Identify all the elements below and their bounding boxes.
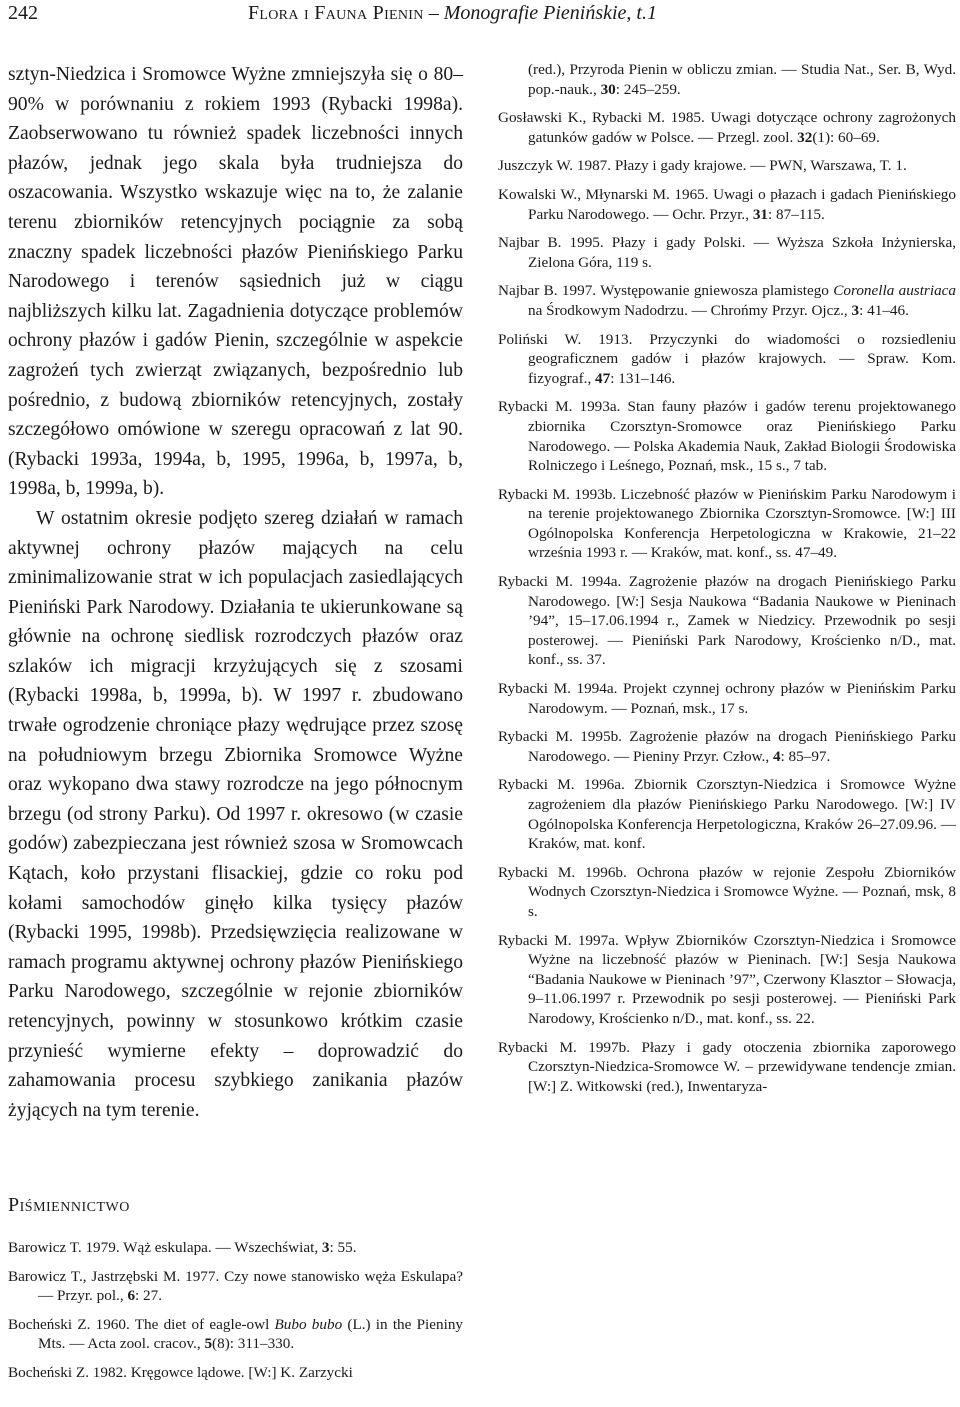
reference-entry: Bocheński Z. 1960. The diet of eagle-owl Bubo bubo (L.) in the Pieniny Mts. — Acta zool. cracov., 5(8): 311–330. (8, 1315, 464, 1353)
journal-title: Flora i Fauna Pienin (248, 2, 424, 24)
body-paragraph: W ostatnim okresie podjęto szereg działań w ramach aktywnej ochrony płazów mających na celu zminimalizowanie strat w ich populacjach zasiedlających Pieniński Park Narodowy. Działania te ukierunkowane są głównie na ochronę siedlisk rozrodczych płazów oraz szlaków ich migracji krzyżujących się z szosami (Rybacki 1998a, b, 1999a, b). W 1997 r. zbudowano trwałe ogrodzenie chroniące płazy wędrujące przez szosę na południowym brzegu Zbiornika Sromowce Wyżne oraz wykopano dwa stawy rozrodcze na jego północnym brzegu (od strony Parku). Od 1997 r. okresowo (w czasie godów) zabezpieczana jest również szosa w Sromowcach Kątach, koło przystani flisackiej, gdzie co roku pod kołami samochodów ginęło kilka tysięcy płazów (Rybacki 1995, 1998b). Przedsięwzięcia realizowane w ramach programu aktywnej ochrony płazów Pienińskiego Parku Narodowego, szczególnie w rejonie zbiorników retencyjnych, powinny w stosunkowo krótkim czasie przynieść wymierne efekty – doprowadzić do zahamowania procesu szybkiego zanikania płazów żyjących na tym terenie. (8, 507, 463, 1121)
reference-entry: Kowalski W., Młynarski M. 1965. Uwagi o płazach i gadach Pienińskiego Parku Narodowego. — Ochr. Przyr., 31: 87–115. (498, 185, 956, 223)
page-number: 242 (8, 2, 38, 24)
reference-entry: Rybacki M. 1997b. Płazy i gady otoczenia zbiornika zaporowego Czorsztyn-Niedzica-Sromowce W. – przewidywane tendencje zmian. [W:] Z. Witkowski (red.), Inwentaryza- (498, 1038, 956, 1095)
running-head-title (248, 2, 657, 25)
title-separator: – (423, 2, 444, 24)
reference-entry: Barowicz T. 1979. Wąż eskulapa. — Wszechświat, 3: 55. (8, 1239, 357, 1256)
references-column-right (498, 60, 956, 1105)
references-list-left (8, 1238, 463, 1392)
references-list-right (498, 108, 956, 1096)
reference-entry: Gosławski K., Rybacki M. 1985. Uwagi dotyczące ochrony zagrożonych gatunków gadów w Polsce. — Przegl. zool. 32(1): 60–69. (498, 109, 956, 146)
body-paragraph: sztyn-Niedzica i Sromowce Wyżne zmniejszyła się o 80–90% w porównaniu z rokiem 1993 (Rybacki 1998a). Zaobserwowano tu również spadek liczebności innych płazów, jednak jego skala była trudniejsza do oszacowania. Wszystko wskazuje więc na to, że zalanie terenu zbiorników retencyjnych pociągnie za sobą znaczny spadek liczebności płazów Pienińskiego Parku Narodowego i terenów sąsiednich już w ciągu najbliższych kilku lat. Zagadnienia dotyczące problemów ochrony płazów i gadów Pienin, szczególnie w aspekcie zagrożeń tych zwierząt związanych, bezpośrednio lub pośrednio, z budową zbiorników retencyjnych, zostały szczegółowo omówione w szeregu opracowań z lat 90. (Rybacki 1993a, 1994a, b, 1995, 1996a, b, 1997a, b, 1998a, b, 1999a, b). (8, 64, 463, 500)
series-title: Monografie Pienińskie, t.1 (443, 2, 657, 24)
reference-entry: Rybacki M. 1993a. Stan fauny płazów i gadów terenu projektowanego zbiornika Czorsztyn-Sromowce oraz Pienińskiego Parku Narodowego. — Polska Akademia Nauk, Zakład Biologii Środowiska Rolniczego i Leśnego, Poznań, msk., 15 s., 7 tab. (498, 398, 956, 475)
body-text-column (8, 60, 463, 1125)
reference-entry: Barowicz T., Jastrzębski M. 1977. Czy nowe stanowisko węża Eskulapa? — Przyr. pol., 6: 27. (8, 1267, 463, 1305)
reference-entry: Najbar B. 1997. Występowanie gniewosza plamistego Coronella austriaca na Środkowym Nadodrzu. — Chrońmy Przyr. Ojcz., 3: 41–46. (498, 282, 956, 319)
running-header (0, 0, 960, 36)
reference-continuation: (red.), Przyroda Pienin w obliczu zmian. — Studia Nat., Ser. B, Wyd. pop.-nauk., 30: 245–259. (528, 61, 956, 98)
reference-entry: Poliński W. 1913. Przyczynki do wiadomości o rozsiedleniu geograficznem gadów i płazów krajowych. — Spraw. Kom. fizyograf., 47: 131–146. (498, 330, 956, 387)
reference-entry: Rybacki M. 1996a. Zbiornik Czorsztyn-Niedzica i Sromowce Wyżne zagrożeniem dla płazów Pienińskiego Parku Narodowego. [W:] IV Ogólnopolska Konferencja Herpetologiczna, Kraków 26–27.09.96. — Kraków, mat. konf. (498, 776, 956, 853)
references-heading: Piśmiennictwo (8, 1194, 130, 1216)
reference-entry: Rybacki M. 1993b. Liczebność płazów w Pienińskim Parku Narodowym i na terenie projektowanego Zbiornika Czorsztyn-Sromowce. [W:] III Ogólnopolska Konferencja Herpetologiczna w Krakowie, 21–22 września 1993 r. — Kraków, mat. konf., ss. 47–49. (498, 485, 956, 562)
reference-entry: Rybacki M. 1995b. Zagrożenie płazów na drogach Pienińskiego Parku Narodowego. — Pieniny Przyr. Człow., 4: 85–97. (498, 728, 956, 765)
reference-entry: Rybacki M. 1994a. Projekt czynnej ochrony płazów w Pienińskim Parku Narodowym. — Poznań, msk., 17 s. (498, 680, 956, 717)
reference-entry: Rybacki M. 1997a. Wpływ Zbiorników Czorsztyn-Niedzica i Sromowce Wyżne na liczebność płazów w Pieninach. [W:] Sesja Naukowa “Badania Naukowe w Pieninach ’97”, Czerwony Klasztor – Słowacja, 9–11.06.1997 r. Przewodnik po sesji posterowej. — Pieniński Park Narodowy, Krościenko n/D., mat. konf., ss. 22. (498, 931, 956, 1027)
reference-entry: Rybacki M. 1996b. Ochrona płazów w rejonie Zespołu Zbiorników Wodnych Czorsztyn-Niedzica i Sromowce Wyżne. — Poznań, msk, 8 s. (498, 863, 956, 920)
reference-entry: Juszczyk W. 1987. Płazy i gady krajowe. — PWN, Warszawa, T. 1. (498, 157, 907, 175)
reference-entry: Najbar B. 1995. Płazy i gady Polski. — Wyższa Szkoła Inżynierska, Zielona Góra, 119 s. (498, 234, 956, 271)
reference-entry: Rybacki M. 1994a. Zagrożenie płazów na drogach Pienińskiego Parku Narodowego. [W:] Sesja Naukowa “Badania Naukowe w Pieninach ’94”, 15–17.06.1994 r., Zamek w Niedzicy. Przewodnik po sesji posterowej. — Pieniński Park Narodowy, Krościenko n/D., mat. konf., ss. 37. (498, 573, 956, 669)
reference-entry: Bocheński Z. 1982. Kręgowce lądowe. [W:] K. Zarzycki (8, 1363, 353, 1381)
